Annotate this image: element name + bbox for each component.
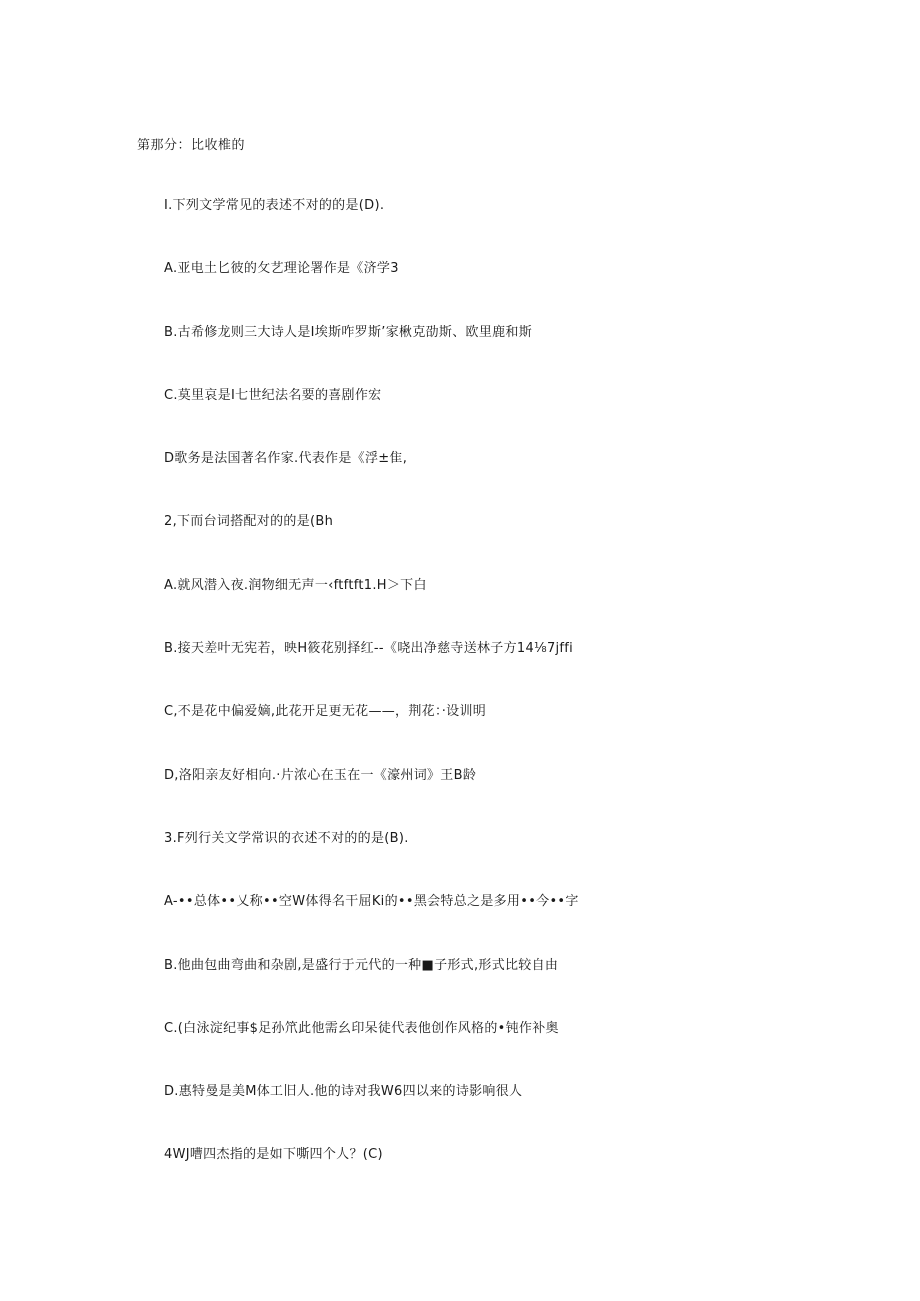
question-line: 2,下而台词搭配对的的是(Bh bbox=[164, 514, 334, 530]
option-line: A.亚电土匕彼的攵艺理论署作是《济学3 bbox=[164, 261, 399, 277]
question-line: 4WJ嘈四杰指的是如下嘶四个人？(C) bbox=[164, 1147, 383, 1163]
question-list bbox=[164, 198, 579, 1211]
option-line: D,洛阳亲友好相向.·片浓心在玉在一《濠州词》王B龄 bbox=[164, 767, 477, 783]
option-line: B.他曲包曲弯曲和杂剧,是盛行于元代的一种■子形式,形式比较自由 bbox=[164, 957, 559, 973]
option-line: C.莫里哀是I七世纪法名要的喜剧作宏 bbox=[164, 387, 382, 403]
option-line: B.古希修龙则三大诗人是I埃斯咋罗斯’家楸克劭斯、欧里鹿和斯 bbox=[164, 324, 533, 340]
option-line: D.惠特曼是美M体工旧人.他的诗对我W6四以来的诗影响很人 bbox=[164, 1084, 523, 1100]
option-line: D歌务是法国著名作家.代表作是《浮±隹, bbox=[164, 451, 408, 467]
section-heading: 第那分：比收椎的 bbox=[137, 138, 246, 153]
question-line: 3.F列行关文学常识的衣述不对的的是(B). bbox=[164, 830, 409, 846]
option-line: C,不是花中偏爱嫡,此花开足更无花——，荆花：·设训明 bbox=[164, 704, 487, 720]
option-line: A.就风潜入夜.润物细无声一‹ftftft1.H＞下白 bbox=[164, 577, 427, 593]
option-line: B.接天差叶无宪若，映H筱花别择红--《哓出净慈寺送林子方14⅛7jffi bbox=[164, 641, 574, 657]
option-line: A-••总体••乂称••空W体得名干屈Ki的••黑会特总之是多用••今••字 bbox=[164, 894, 579, 910]
option-line: C.(白泳淀纪事$足孙笊此他需幺印呆徒代表他创作风格的•钝作补奥 bbox=[164, 1020, 559, 1036]
question-line: I.下列文学常见的表述不对的的是(D). bbox=[164, 198, 385, 213]
